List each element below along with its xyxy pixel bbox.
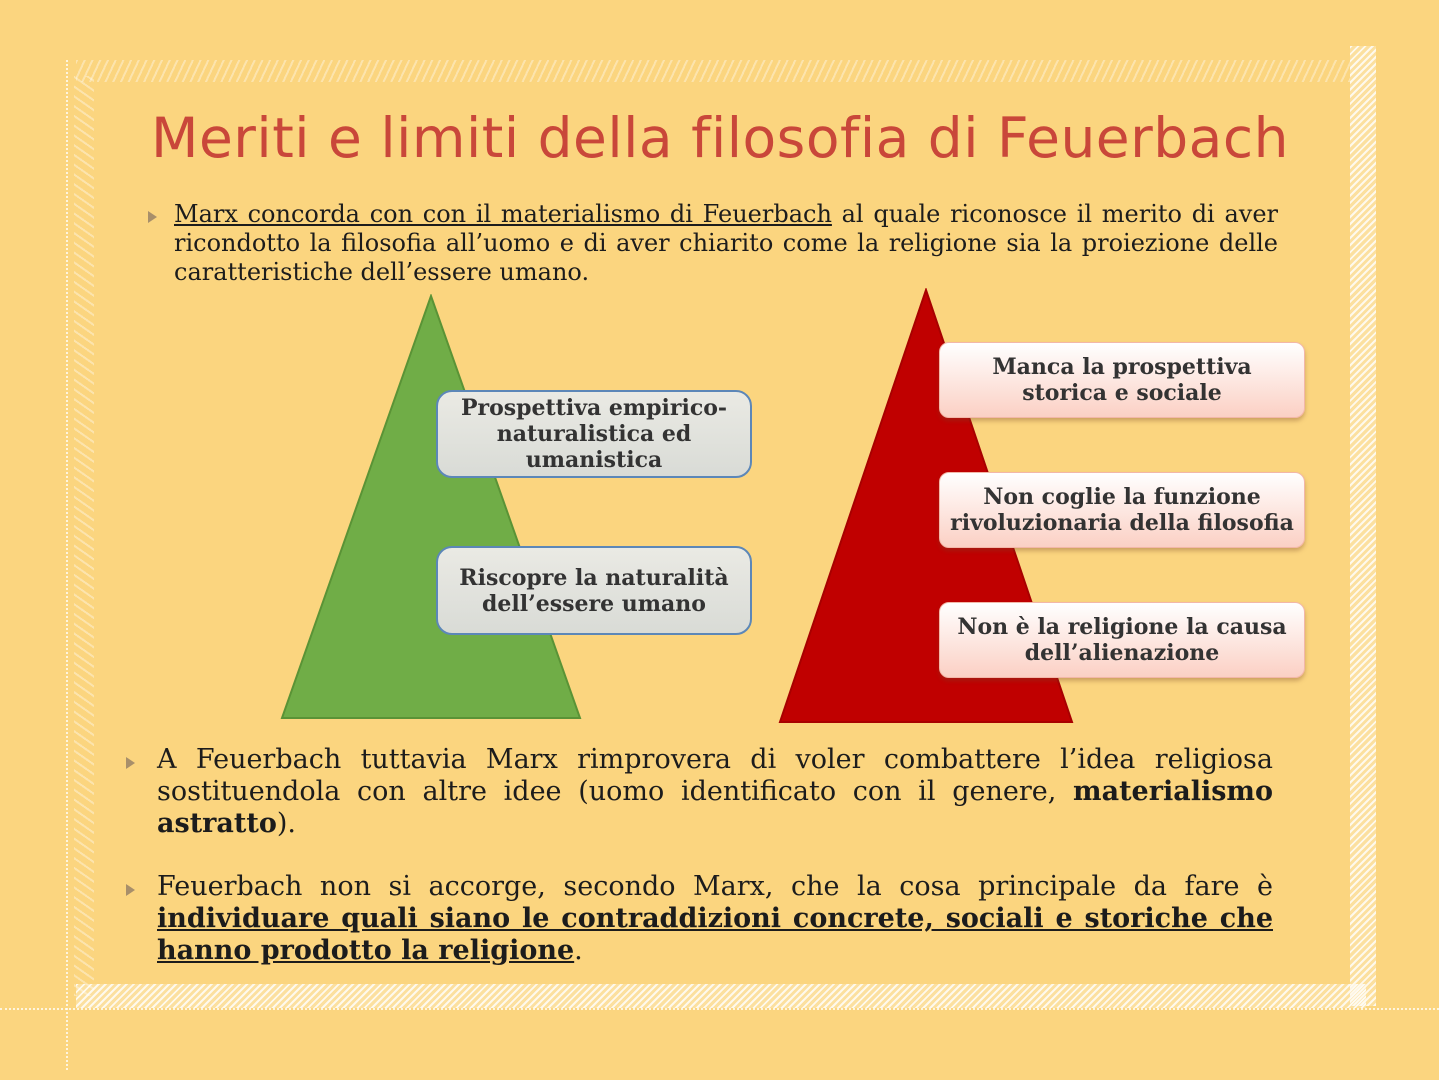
- paragraph-intro: [174, 200, 1278, 287]
- paragraph-intro-text: al quale riconosce il merito di aver ricondotto la filosofia all’uomo e di aver chiarito come la religione sia la proiezione delle caratteristiche dell’essere umano.: [174, 200, 1278, 286]
- frame-dotted-line-left: [66, 60, 68, 1070]
- paragraph-conclusion-bold-underlined: individuare quali siano le contraddizioni concrete, sociali e storiche che hanno prodotto la religione: [157, 903, 1273, 966]
- paragraph-critique-bold: materialismo astratto: [157, 776, 1273, 839]
- frame-border-top: [76, 60, 1350, 82]
- bullet-arrow-icon: [126, 757, 135, 769]
- paragraph-conclusion-text: Feuerbach non si accorge, secondo Marx, che la cosa principale da fare è: [157, 871, 1273, 902]
- merits-triangle: [280, 294, 582, 720]
- frame-dotted-line-bottom: [0, 1008, 1439, 1010]
- limit-box-alienation: [939, 602, 1305, 678]
- frame-border-bottom: [76, 984, 1366, 1008]
- merit-box-naturalness-text: Riscopre la naturalità dell’essere umano: [459, 564, 729, 617]
- frame-border-left: [74, 76, 94, 996]
- merit-box-empirical-text: Prospettiva empirico-naturalistica ed umanistica: [460, 395, 728, 473]
- paragraph-critique-text: A Feuerbach tuttavia Marx rimprovera di voler combattere l’idea religiosa sostituendola con altre idee (uomo identificato con il genere,: [157, 744, 1273, 807]
- paragraph-conclusion: [157, 871, 1273, 967]
- bullet-arrow-icon: [126, 884, 135, 896]
- limit-box-historical: [939, 342, 1305, 418]
- paragraph-intro-underlined: Marx concorda con con il materialismo di Feuerbach: [174, 200, 832, 228]
- limit-box-historical-text: Manca la prospettiva storica e sociale: [992, 354, 1252, 406]
- slide-title: Meriti e limiti della filosofia di Feuerbach: [151, 106, 1289, 170]
- paragraph-critique: [157, 744, 1273, 840]
- paragraph-critique-end: ).: [276, 808, 296, 839]
- merit-box-empirical: [436, 390, 752, 478]
- frame-border-right: [1350, 46, 1376, 1006]
- limit-box-revolutionary: [939, 472, 1305, 548]
- paragraph-conclusion-end: .: [574, 935, 583, 966]
- limit-box-revolutionary-text: Non coglie la funzione rivoluzionaria della filosofia: [950, 484, 1294, 536]
- merit-box-naturalness: [436, 546, 752, 635]
- limit-box-alienation-text: Non è la religione la causa dell’alienazione: [957, 614, 1287, 666]
- bullet-arrow-icon: [148, 211, 157, 223]
